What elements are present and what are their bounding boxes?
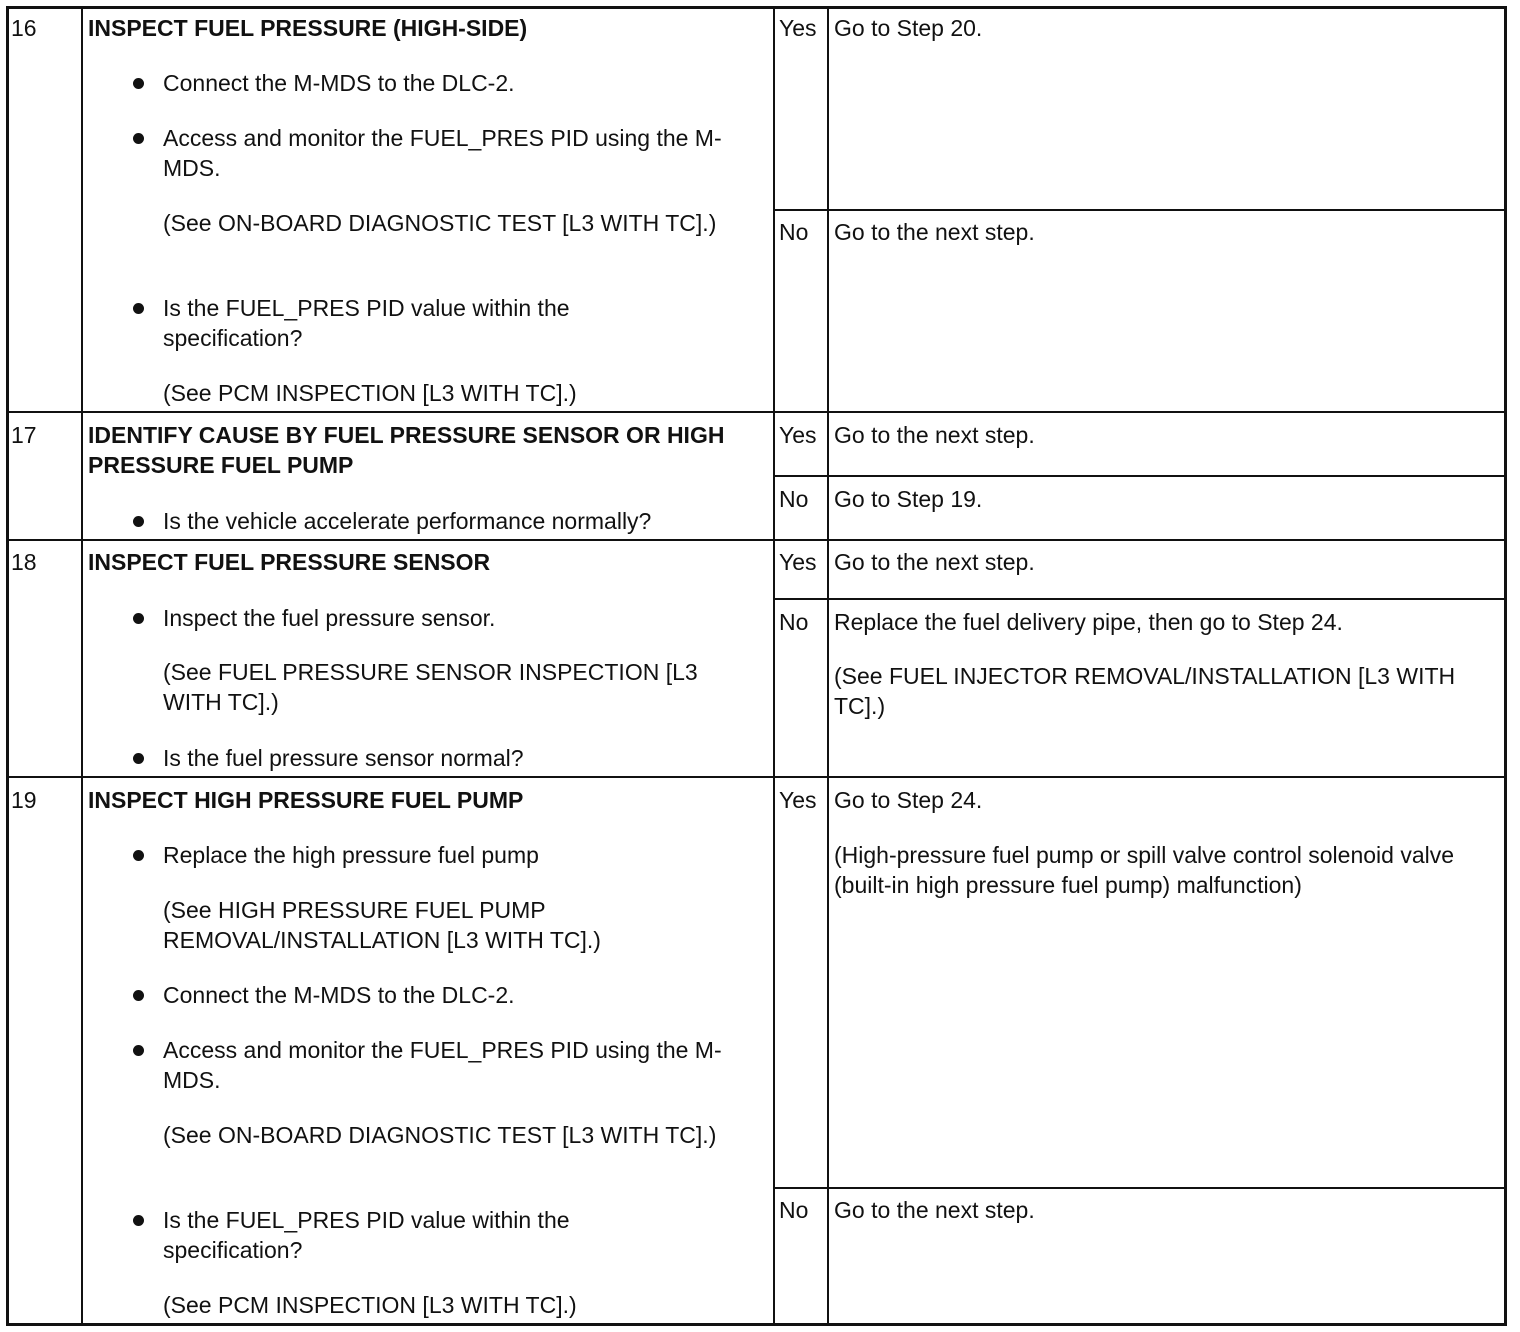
no-action: Replace the fuel delivery pipe, then go to Step 24. — [834, 609, 1343, 635]
step-reference: (See ON-BOARD DIAGNOSTIC TEST [L3 WITH TC].) — [163, 210, 717, 236]
bullet-icon — [133, 990, 144, 1001]
step-title: IDENTIFY CAUSE BY FUEL PRESSURE SENSOR OR HIGH PRESSURE FUEL PUMP — [88, 422, 725, 478]
no-action: Go to Step 19. — [834, 486, 983, 512]
no-label: No — [779, 486, 809, 512]
bullet-icon — [133, 1215, 144, 1226]
step-bullet: Is the vehicle accelerate performance normally? — [163, 508, 652, 534]
yes-no-divider — [773, 209, 1507, 211]
step-reference: (See FUEL PRESSURE SENSOR INSPECTION [L3 WITH TC].) — [163, 659, 698, 715]
step-reference: (See ON-BOARD DIAGNOSTIC TEST [L3 WITH TC].) — [163, 1122, 717, 1148]
step-bullet: Access and monitor the FUEL_PRES PID using the M-MDS. — [163, 125, 722, 181]
step-bullet: Is the FUEL_PRES PID value within the specification? — [163, 295, 570, 351]
no-reference: (See FUEL INJECTOR REMOVAL/INSTALLATION [L3 WITH TC].) — [834, 663, 1456, 719]
step-number: 16 — [11, 15, 37, 41]
step-number: 18 — [11, 549, 37, 575]
bullet-icon — [133, 753, 144, 764]
bullet-icon — [133, 850, 144, 861]
column-divider — [773, 6, 775, 1326]
bullet-icon — [133, 303, 144, 314]
yes-reference: (High-pressure fuel pump or spill valve control solenoid valve (built-in high pressure fuel pump) malfunction) — [834, 842, 1455, 898]
step-number: 17 — [11, 422, 37, 448]
step-bullet: Connect the M-MDS to the DLC-2. — [163, 982, 515, 1008]
step-reference: (See PCM INSPECTION [L3 WITH TC].) — [163, 1292, 577, 1318]
yes-action: Go to the next step. — [834, 422, 1035, 448]
yes-action: Go to Step 24. — [834, 787, 983, 813]
yes-action: Go to Step 20. — [834, 15, 983, 41]
bullet-icon — [133, 516, 144, 527]
column-divider — [827, 6, 829, 1326]
step-bullet: Access and monitor the FUEL_PRES PID using the M-MDS. — [163, 1037, 722, 1093]
step-title: INSPECT HIGH PRESSURE FUEL PUMP — [88, 787, 524, 813]
yes-no-divider — [773, 1187, 1507, 1189]
bullet-icon — [133, 1045, 144, 1056]
yes-label: Yes — [779, 787, 817, 813]
step-reference: (See PCM INSPECTION [L3 WITH TC].) — [163, 380, 577, 406]
yes-action: Go to the next step. — [834, 549, 1035, 575]
no-action: Go to the next step. — [834, 1197, 1035, 1223]
row-divider — [6, 776, 1507, 778]
yes-no-divider — [773, 598, 1507, 600]
step-title: INSPECT FUEL PRESSURE (HIGH-SIDE) — [88, 15, 528, 41]
step-bullet: Replace the high pressure fuel pump — [163, 842, 539, 868]
bullet-icon — [133, 613, 144, 624]
no-label: No — [779, 1197, 809, 1223]
yes-no-divider — [773, 475, 1507, 477]
step-bullet: Is the fuel pressure sensor normal? — [163, 745, 524, 771]
step-number: 19 — [11, 787, 37, 813]
bullet-icon — [133, 78, 144, 89]
step-bullet: Inspect the fuel pressure sensor. — [163, 605, 496, 631]
step-reference: (See HIGH PRESSURE FUEL PUMP REMOVAL/INSTALLATION [L3 WITH TC].) — [163, 897, 601, 953]
step-title: INSPECT FUEL PRESSURE SENSOR — [88, 549, 491, 575]
yes-label: Yes — [779, 422, 817, 448]
row-divider — [6, 411, 1507, 413]
yes-label: Yes — [779, 15, 817, 41]
no-action: Go to the next step. — [834, 219, 1035, 245]
step-bullet: Is the FUEL_PRES PID value within the specification? — [163, 1207, 570, 1263]
row-divider — [6, 539, 1507, 541]
yes-label: Yes — [779, 549, 817, 575]
bullet-icon — [133, 133, 144, 144]
no-label: No — [779, 219, 809, 245]
column-divider — [81, 6, 83, 1326]
no-label: No — [779, 609, 809, 635]
step-bullet: Connect the M-MDS to the DLC-2. — [163, 70, 515, 96]
